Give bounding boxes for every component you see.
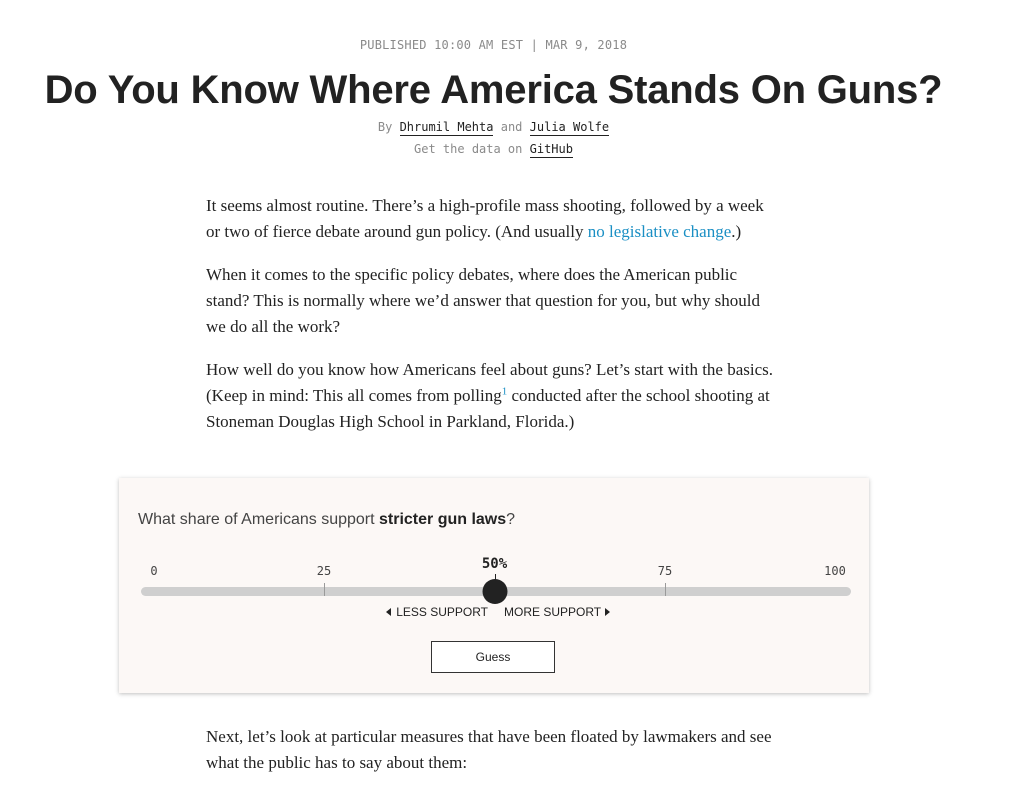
tick-label-25: 25 — [316, 564, 332, 578]
footnote-1-link[interactable]: 1 — [501, 385, 508, 398]
paragraph-next-measures: Next, let’s look at particular measures that have been floated by lawmakers and see what the public has to say about them: — [206, 727, 772, 772]
more-support-label: MORE SUPPORT — [504, 605, 602, 619]
tick-mark-25 — [324, 583, 325, 596]
tick-label-0: 0 — [150, 564, 158, 578]
less-support-hint — [386, 605, 488, 619]
article-body — [206, 193, 776, 452]
byline-by: By — [377, 120, 393, 134]
data-source-line — [0, 142, 987, 156]
tick-label-75: 75 — [657, 564, 673, 578]
byline — [0, 120, 987, 134]
triangle-left-icon — [386, 608, 391, 616]
triangle-right-icon — [605, 608, 610, 616]
quiz-card — [119, 478, 869, 693]
more-support-hint — [504, 605, 610, 619]
paragraph-intro-text: It seems almost routine. There’s a high-profile mass shooting, followed by a week or two of fierce debate around gun policy. (And usually — [206, 196, 764, 241]
slider-handle[interactable] — [482, 579, 507, 604]
paragraph-intro-end: .) — [731, 222, 742, 241]
author-link-dhrumil-mehta[interactable]: Dhrumil Mehta — [399, 120, 494, 134]
headline: Do You Know Where America Stands On Guns? — [44, 68, 943, 112]
guess-button[interactable]: Guess — [431, 641, 555, 673]
quiz-question-text: What share of Americans support — [138, 511, 379, 528]
tick-mark-75 — [665, 583, 666, 596]
author-link-julia-wolfe[interactable]: Julia Wolfe — [529, 120, 610, 134]
quiz-question-topic: stricter gun laws — [379, 511, 507, 528]
published-date: PUBLISHED 10:00 AM EST | MAR 9, 2018 — [359, 38, 628, 52]
paragraph-basics-end: conducted after the school shooting at Stoneman Douglas High School in Parkland, Florida.) — [206, 386, 770, 431]
paragraph-intro — [206, 193, 776, 245]
byline-and: and — [500, 120, 523, 134]
quiz-question — [138, 511, 515, 529]
article-body-continued — [206, 724, 776, 776]
paragraph-policy-debates: When it comes to the specific policy debates, where does the American public stand? This is normally where we’d answer that question for you, but why should we do all the work? — [206, 265, 760, 336]
github-link[interactable]: GitHub — [529, 142, 573, 156]
less-support-label: LESS SUPPORT — [396, 605, 488, 619]
paragraph-basics — [206, 357, 776, 435]
slider-value-label: 50% — [481, 556, 508, 572]
paragraph-basics-text: How well do you know how Americans feel about guns? Let’s start with the basics. (Keep in mind: This all comes from polling — [206, 360, 774, 405]
no-legislative-change-link[interactable]: no legislative change — [587, 222, 732, 241]
quiz-question-mark: ? — [506, 511, 516, 528]
data-source-prefix: Get the data on — [414, 142, 523, 156]
tick-label-100: 100 — [824, 564, 846, 578]
